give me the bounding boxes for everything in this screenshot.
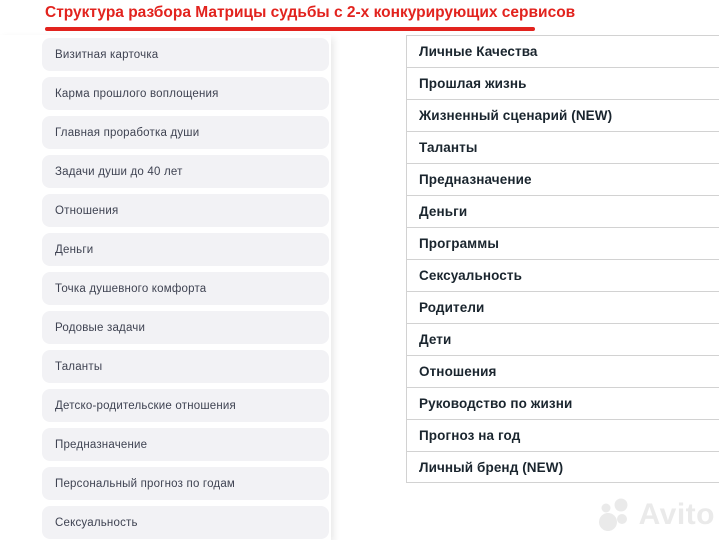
title-underline xyxy=(45,27,535,31)
service-2-list-item[interactable] xyxy=(406,355,719,387)
list-item-label: Деньги xyxy=(419,204,468,219)
service-1-list-item[interactable] xyxy=(42,116,329,149)
list-item-label: Отношения xyxy=(419,364,497,379)
list-item-label: Жизненный сценарий (NEW) xyxy=(419,108,613,123)
list-item-label: Таланты xyxy=(419,140,478,155)
list-item-label: Детско-родительские отношения xyxy=(55,399,236,412)
service-2-list-item[interactable] xyxy=(406,291,719,323)
avito-logo-icon xyxy=(597,495,637,535)
service-2-list-item[interactable] xyxy=(406,67,719,99)
list-item-label: Личный бренд (NEW) xyxy=(419,459,564,475)
list-item-label: Прошлая жизнь xyxy=(419,76,527,91)
service-1-list-item[interactable] xyxy=(42,467,329,500)
service-1-list-item[interactable] xyxy=(42,155,329,188)
service-1-list-item[interactable] xyxy=(42,389,329,422)
list-item-label: Предназначение xyxy=(55,438,148,451)
list-item-label: Родители xyxy=(419,300,485,315)
service-1-list xyxy=(0,35,331,540)
list-item-label: Главная проработка души xyxy=(55,126,200,139)
service-2-list-item[interactable] xyxy=(406,419,719,451)
service-2-list-item[interactable] xyxy=(406,387,719,419)
service-2-list-item[interactable] xyxy=(406,227,719,259)
service-1-list-item[interactable] xyxy=(42,77,329,110)
list-item-label: Программы xyxy=(419,236,499,251)
service-2-list-item[interactable] xyxy=(406,323,719,355)
list-item-label: Точка душевного комфорта xyxy=(55,282,207,295)
list-item-label: Родовые задачи xyxy=(55,321,146,334)
list-item-label: Дети xyxy=(419,332,452,347)
service-1-list-item[interactable] xyxy=(42,311,329,344)
list-item-label: Сексуальность xyxy=(419,268,522,283)
service-2-list-item[interactable] xyxy=(406,451,719,483)
service-2-list-item[interactable] xyxy=(406,163,719,195)
watermark-text: Avito xyxy=(638,498,715,531)
service-2-list-item[interactable] xyxy=(406,35,719,67)
service-2-list-item[interactable] xyxy=(406,195,719,227)
service-1-list-item[interactable] xyxy=(42,506,329,539)
list-item-label: Сексуальность xyxy=(55,516,138,529)
service-1-list-item[interactable] xyxy=(42,350,329,383)
list-item-label: Отношения xyxy=(55,204,119,217)
list-item-label: Карма прошлого воплощения xyxy=(55,87,219,100)
service-1-list-item[interactable] xyxy=(42,233,329,266)
list-item-label: Визитная карточка xyxy=(55,48,159,61)
list-item-label: Предназначение xyxy=(419,172,532,187)
list-item-label: Личные Качества xyxy=(419,44,538,59)
service-2-list xyxy=(406,35,719,483)
list-item-label: Прогноз на год xyxy=(419,428,521,443)
service-2-list-item[interactable] xyxy=(406,131,719,163)
list-item-label: Руководство по жизни xyxy=(419,396,573,411)
list-item-label: Персональный прогноз по годам xyxy=(55,477,236,490)
list-item-label: Задачи души до 40 лет xyxy=(55,165,183,178)
service-1-list-item[interactable] xyxy=(42,38,329,71)
service-1-list-item[interactable] xyxy=(42,272,329,305)
service-1-list-item[interactable] xyxy=(42,428,329,461)
service-2-list-item[interactable] xyxy=(406,99,719,131)
avito-watermark xyxy=(597,495,715,535)
list-item-label: Таланты xyxy=(55,360,103,373)
page-title: Структура разбора Матрицы судьбы с 2-х конкурирующих сервисов xyxy=(45,4,576,21)
list-item-label: Деньги xyxy=(55,243,94,256)
service-2-list-item[interactable] xyxy=(406,259,719,291)
service-1-list-item[interactable] xyxy=(42,194,329,227)
